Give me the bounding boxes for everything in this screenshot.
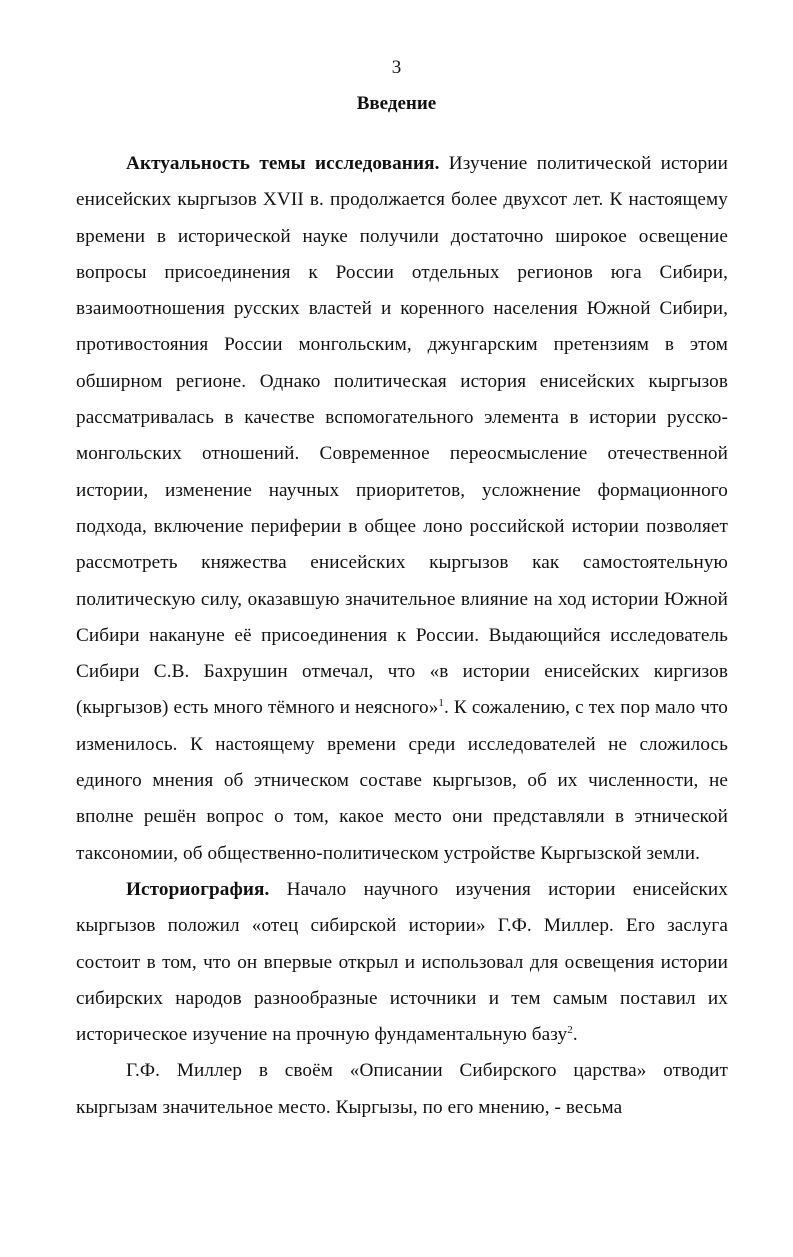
paragraph-historiography xyxy=(76,872,728,1053)
page-title: Введение xyxy=(356,93,437,114)
paragraph-relevance xyxy=(76,146,728,872)
paragraph-text: Начало научного изучения истории енисейских кыргызов положил «отец сибирской истории» Г.Ф. Миллер. Его заслуга состоит в том, что он впервые открыл и использовал для освещения истории сибирских народов разнообразные источники и тем самым поставил их историческое изучение на прочную фундаментальную базу xyxy=(76,878,728,1046)
footnote-ref[interactable]: 1 xyxy=(438,697,445,710)
paragraph-text: . К сожалению, с тех пор мало что изменилось. К настоящему времени среди исследователей не сложилось единого мнения об этническом составе кыргызов, об их численности, не вполне решён вопрос о том, какое место они представляли в этнической таксономии, об общественно-политическом устройстве Кыргызской земли. xyxy=(76,697,728,864)
footnote-ref[interactable]: 2 xyxy=(567,1024,573,1037)
page-number: 3 xyxy=(391,57,402,78)
paragraph-lead: Историография. xyxy=(126,878,270,900)
paragraph-miller xyxy=(76,1053,728,1126)
paragraph-text: Изучение политической истории енисейских кыргызов XVII в. продолжается более двухсот лет. К настоящему времени в исторической науке получили достаточно широкое освещение вопросы присоединения к России отдельных регионов юга Сибири, взаимоотношения русских властей и коренного населения Южной Сибири, противостояния России монгольским, джунгарским претензиям в этом обширном регионе. Однако политическая история енисейских кыргызов рассматривалась в качестве вспомогательного элемента в истории русско-монгольских отношений. Современное переосмысление отечественной истории, изменение научных приоритетов, усложнение формационного подхода, включение периферии в общее лоно российской истории позволяет рассмотреть княжества енисейских кыргызов как самостоятельную политическую силу, оказавшую значительное влияние на ход истории Южной Сибири накануне её присоединения к России. Выдающийся исследователь Сибири С.В. Бахрушин отмечал, что «в истории енисейских киргизов (кыргызов) есть много тёмного и неясного» xyxy=(76,153,728,719)
paragraph-lead: Актуальность темы исследования. xyxy=(126,153,440,174)
paragraph-text: . xyxy=(572,1024,578,1046)
paragraph-text: Г.Ф. Миллер в своём «Описании Сибирского царства» отводит кыргызам значительное место. Кыргызы, по его мнению, - весьма xyxy=(76,1060,728,1118)
body-text xyxy=(76,146,728,1126)
